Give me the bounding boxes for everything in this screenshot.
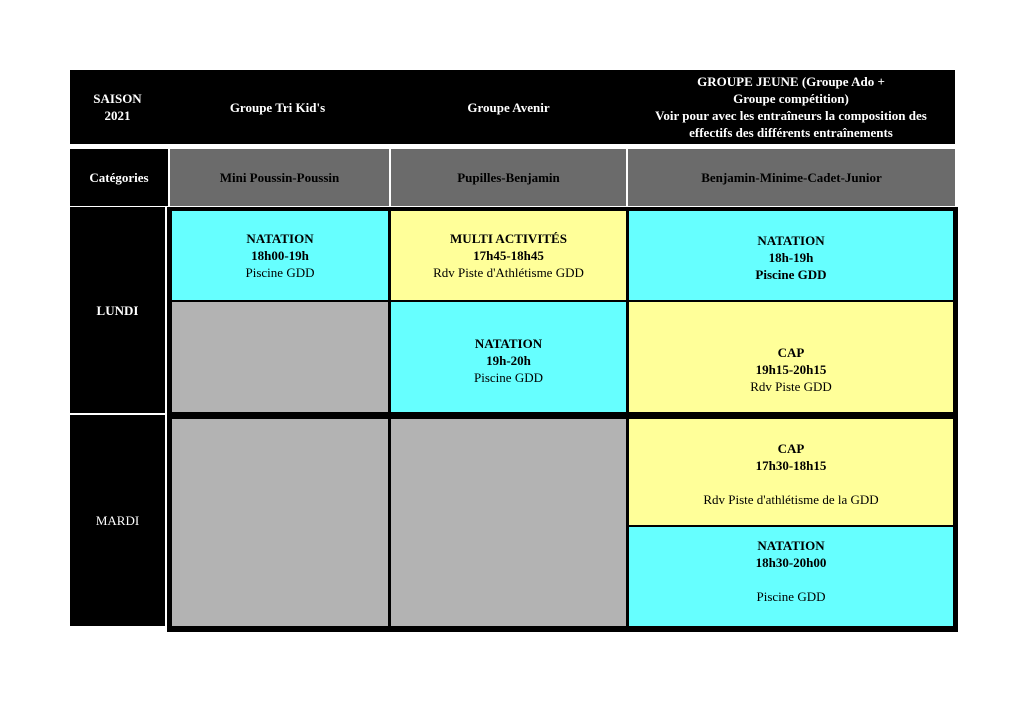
session-time: 19h15-20h15 xyxy=(755,362,827,377)
header-jeune xyxy=(627,70,955,144)
session-time: 18h-19h xyxy=(768,250,814,265)
session-title: CAP xyxy=(777,345,805,360)
session-place: Rdv Piste d'athlétisme de la GDD xyxy=(703,492,879,507)
session-place: Piscine GDD xyxy=(755,267,827,282)
categories-header xyxy=(70,149,168,206)
category-avenir-label: Pupilles-Benjamin xyxy=(457,170,560,185)
mardi-jeune-cap xyxy=(629,419,953,525)
session-title: NATATION xyxy=(757,538,825,553)
day-separator xyxy=(70,413,165,415)
category-jeune xyxy=(628,149,955,206)
session-place: Rdv Piste d'Athlétisme GDD xyxy=(433,265,584,280)
day-mardi-label: MARDI xyxy=(95,513,140,528)
header-tri-kids xyxy=(165,70,390,144)
mardi-jeune-natation xyxy=(629,527,953,626)
header-avenir-label: Groupe Avenir xyxy=(467,99,550,115)
mardi-kids-empty xyxy=(172,419,388,626)
lundi-jeune-natation xyxy=(629,211,953,300)
session-time: 18h30-20h00 xyxy=(755,555,827,570)
session-place: Piscine GDD xyxy=(474,370,543,385)
category-tri-kids-label: Mini Poussin-Poussin xyxy=(219,170,340,185)
category-avenir xyxy=(391,149,626,206)
day-lundi xyxy=(70,207,165,413)
session-title: CAP xyxy=(777,441,805,456)
session-time: 17h45-18h45 xyxy=(473,248,544,263)
season-label: SAISON 2021 xyxy=(93,91,142,123)
category-tri-kids xyxy=(170,149,389,206)
session-title: NATATION xyxy=(474,336,543,351)
session-place: Piscine GDD xyxy=(245,265,315,280)
lundi-avenir-natation xyxy=(391,302,626,412)
header-avenir xyxy=(390,70,627,144)
lundi-kids-empty xyxy=(172,302,388,412)
mardi-avenir-empty xyxy=(391,419,626,626)
day-mardi xyxy=(70,415,165,626)
category-jeune-label: Benjamin-Minime-Cadet-Junior xyxy=(701,170,882,185)
session-title: MULTI ACTIVITÉS xyxy=(450,231,567,246)
session-time: 17h30-18h15 xyxy=(755,458,827,473)
lundi-avenir-multi xyxy=(391,211,626,300)
lundi-kids-natation xyxy=(172,211,388,300)
header-jeune-label: GROUPE JEUNE (Groupe Ado + Groupe compétition) Voir pour avec les entraîneurs la composition des effectifs des différents entraînements xyxy=(655,74,927,140)
header-tri-kids-label: Groupe Tri Kid's xyxy=(229,99,326,115)
session-place: Piscine GDD xyxy=(756,589,826,604)
session-place: Rdv Piste GDD xyxy=(750,379,832,394)
session-title: NATATION xyxy=(757,233,825,248)
season-header xyxy=(70,70,165,144)
categories-label: Catégories xyxy=(89,170,149,185)
lundi-jeune-cap xyxy=(629,302,953,412)
session-time: 19h-20h xyxy=(486,353,531,368)
session-time: 18h00-19h xyxy=(251,248,309,263)
session-title: NATATION xyxy=(246,231,314,246)
day-lundi-label: LUNDI xyxy=(96,302,139,318)
